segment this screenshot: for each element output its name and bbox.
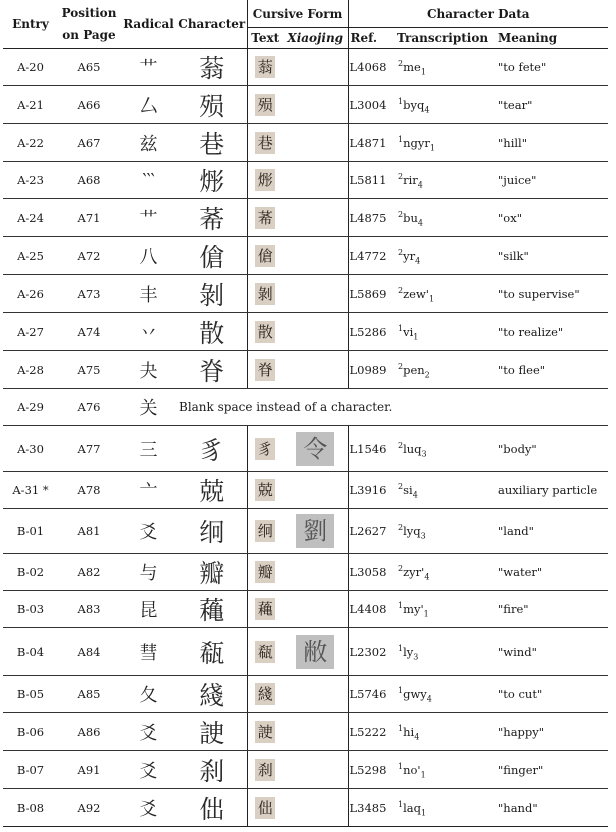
radical-cell: 爻 (120, 509, 177, 554)
meaning-cell: "to realize" (497, 313, 608, 351)
position-cell: A77 (58, 426, 120, 472)
character-cell: 瓻 (177, 628, 247, 676)
transcription-cell (395, 676, 497, 713)
transcription-tone: 1 (420, 769, 426, 779)
transcription-cell (395, 237, 497, 275)
xiaojing-cell (283, 591, 348, 628)
position-cell: A65 (58, 49, 120, 86)
xiaojing-cell (283, 509, 348, 554)
radical-cell: 丰 (120, 275, 177, 313)
character-cell: 瓣 (177, 554, 247, 591)
table-row (3, 389, 608, 426)
transcription-prefix: 1 (398, 761, 404, 771)
transcription-cell (395, 591, 497, 628)
cursive-text-image: 兢 (255, 479, 275, 501)
text-cursive-cell (247, 162, 283, 199)
text-cursive-cell (247, 237, 283, 275)
transcription-cell (395, 509, 497, 554)
transcription-prefix: 2 (398, 523, 404, 533)
transcription-cell (395, 275, 497, 313)
entry-cell: B-04 (3, 628, 58, 676)
transcription-tone: 4 (424, 104, 430, 114)
cursive-text-image: 瓻 (255, 641, 275, 663)
transcription-base: lyq (403, 524, 421, 538)
position-cell: A82 (58, 554, 120, 591)
ref-cell: L4875 (348, 199, 395, 237)
meaning-cell: "tear" (497, 86, 608, 124)
text-cursive-cell (247, 751, 283, 789)
entry-cell: B-05 (3, 676, 58, 713)
transcription-cell (395, 628, 497, 676)
text-cursive-cell (247, 275, 283, 313)
xiaojing-cell (283, 676, 348, 713)
table-row (3, 472, 608, 509)
xiaojing-cell (283, 351, 348, 389)
transcription-prefix: 2 (398, 564, 404, 574)
transcription-prefix: 2 (398, 59, 404, 69)
table-row (3, 86, 608, 124)
ref-cell: L4068 (348, 49, 395, 86)
table-row (3, 751, 608, 789)
transcription-base: gwy (403, 687, 427, 701)
meaning-cell: "hand" (497, 789, 608, 827)
transcription-cell (395, 86, 497, 124)
xiaojing-cell (283, 628, 348, 676)
entry-cell: A-30 (3, 426, 58, 472)
transcription-cell (395, 199, 497, 237)
entry-cell: B-07 (3, 751, 58, 789)
entry-cell: B-06 (3, 713, 58, 751)
xiaojing-image: 劉 (296, 514, 334, 548)
transcription-tone: 3 (413, 651, 419, 661)
ref-cell: L1546 (348, 426, 395, 472)
meaning-cell: "finger" (497, 751, 608, 789)
character-cell: 綫 (177, 676, 247, 713)
meaning-cell: "water" (497, 554, 608, 591)
ref-cell: L4408 (348, 591, 395, 628)
entry-cell: B-01 (3, 509, 58, 554)
position-cell: A84 (58, 628, 120, 676)
entry-cell: A-25 (3, 237, 58, 275)
position-cell: A85 (58, 676, 120, 713)
transcription-tone: 2 (424, 369, 430, 379)
transcription-cell (395, 472, 497, 509)
transcription-tone: 1 (420, 67, 426, 77)
character-table (3, 0, 608, 827)
ref-cell: L5298 (348, 751, 395, 789)
cursive-text-image: 瓣 (255, 561, 275, 583)
xiaojing-cell (283, 751, 348, 789)
radical-cell: 八 (120, 237, 177, 275)
transcription-tone: 1 (429, 142, 435, 152)
cursive-text-image: 䛕 (255, 721, 275, 743)
header-text: Text (247, 28, 283, 49)
position-cell: A75 (58, 351, 120, 389)
character-cell: 刹 (177, 751, 247, 789)
xiaojing-image: 敝 (296, 635, 334, 669)
text-cursive-cell (247, 86, 283, 124)
transcription-base: luq (403, 441, 422, 456)
cursive-text-image: 綫 (255, 683, 275, 705)
transcription-prefix: 2 (398, 209, 404, 219)
transcription-prefix: 1 (398, 323, 404, 333)
table-row (3, 676, 608, 713)
position-cell: A73 (58, 275, 120, 313)
meaning-cell: "to supervise" (497, 275, 608, 313)
table-row (3, 554, 608, 591)
character-cell: 殒 (177, 86, 247, 124)
table-row (3, 162, 608, 199)
entry-cell: A-21 (3, 86, 58, 124)
radical-cell: 夂 (120, 676, 177, 713)
ref-cell: L3916 (348, 472, 395, 509)
transcription-base: me (403, 60, 421, 74)
radical-cell: 厶 (120, 86, 177, 124)
xiaojing-cell (283, 426, 348, 472)
meaning-cell: "fire" (497, 591, 608, 628)
radical-cell: 爻 (120, 751, 177, 789)
radical-cell: 与 (120, 554, 177, 591)
xiaojing-cell (283, 237, 348, 275)
table-row (3, 313, 608, 351)
meaning-cell: "silk" (497, 237, 608, 275)
table-row (3, 426, 608, 472)
transcription-tone: 1 (428, 293, 435, 303)
text-cursive-cell (247, 676, 283, 713)
entry-cell: A-29 (3, 389, 58, 426)
transcription-tone: 1 (423, 609, 429, 619)
transcription-prefix: 2 (398, 247, 404, 257)
xiaojing-cell (283, 713, 348, 751)
transcription-cell (395, 313, 497, 351)
character-cell: 䌹 (177, 509, 247, 554)
meaning-cell: "happy" (497, 713, 608, 751)
radical-cell: ‵‵‵ (120, 162, 177, 199)
text-cursive-cell (247, 351, 283, 389)
text-cursive-cell (247, 591, 283, 628)
table-row (3, 49, 608, 86)
position-cell: A91 (58, 751, 120, 789)
transcription-base: zew' (403, 286, 429, 301)
entry-cell: A-20 (3, 49, 58, 86)
ref-cell: L3058 (348, 554, 395, 591)
character-cell: 㑁 (177, 789, 247, 827)
character-cell: 豸 (177, 426, 247, 472)
position-cell: A71 (58, 199, 120, 237)
transcription-prefix: 1 (398, 601, 404, 611)
character-cell: 䛕 (177, 713, 247, 751)
radical-cell: 兹 (120, 124, 177, 162)
transcription-cell (395, 124, 497, 162)
transcription-tone: 1 (413, 331, 419, 341)
character-cell: 烿 (177, 162, 247, 199)
character-cell: 脊 (177, 351, 247, 389)
transcription-prefix: 1 (398, 96, 404, 106)
position-cell: A76 (58, 389, 120, 426)
transcription-base: no' (403, 762, 421, 777)
header-position: Position on Page (58, 0, 120, 49)
ref-cell: L5746 (348, 676, 395, 713)
transcription-cell (395, 351, 497, 389)
blank-note: Blank space instead of a character. (177, 389, 608, 426)
position-cell: A74 (58, 313, 120, 351)
position-cell: A68 (58, 162, 120, 199)
transcription-tone: 4 (414, 731, 420, 741)
entry-cell: B-03 (3, 591, 58, 628)
radical-cell: 丷 (120, 313, 177, 351)
radical-cell: 昆 (120, 591, 177, 628)
entry-cell: B-08 (3, 789, 58, 827)
position-cell: A92 (58, 789, 120, 827)
xiaojing-cell (283, 49, 348, 86)
ref-cell: L3004 (348, 86, 395, 124)
transcription-cell (395, 162, 497, 199)
ref-cell: L4772 (348, 237, 395, 275)
transcription-prefix: 2 (398, 361, 404, 371)
header-character-data: Character Data (348, 0, 608, 28)
meaning-cell: "body" (497, 426, 608, 472)
entry-cell: A-28 (3, 351, 58, 389)
header-entry: Entry (3, 0, 58, 49)
transcription-tone: 4 (415, 255, 421, 265)
ref-cell: L2627 (348, 509, 395, 554)
transcription-base: hi (403, 724, 415, 739)
cursive-text-image: 蓊 (255, 56, 275, 78)
transcription-tone: 4 (417, 217, 423, 227)
xiaojing-cell (283, 199, 348, 237)
transcription-tone: 4 (424, 572, 430, 582)
text-cursive-cell (247, 199, 283, 237)
position-cell: A86 (58, 713, 120, 751)
transcription-base: vi (403, 324, 414, 339)
transcription-prefix: 2 (398, 172, 404, 182)
character-cell: 剝 (177, 275, 247, 313)
table-body (3, 49, 608, 827)
ref-cell: L5286 (348, 313, 395, 351)
radical-cell: 亠 (120, 472, 177, 509)
entry-cell: A-31 * (3, 472, 58, 509)
text-cursive-cell (247, 789, 283, 827)
radical-cell: 彗 (120, 628, 177, 676)
cursive-text-image: 傖 (255, 245, 275, 267)
radical-cell: 夬 (120, 351, 177, 389)
ref-cell: L2302 (348, 628, 395, 676)
text-cursive-cell (247, 713, 283, 751)
cursive-text-image: 䌹 (255, 520, 275, 542)
cursive-text-image: 蘒 (255, 598, 275, 620)
transcription-prefix: 1 (398, 134, 404, 144)
character-cell: 莃 (177, 199, 247, 237)
text-cursive-cell (247, 472, 283, 509)
header-ref: Ref. (348, 28, 395, 49)
meaning-cell: "ox" (497, 199, 608, 237)
table-row (3, 713, 608, 751)
header-meaning: Meaning (497, 28, 608, 49)
xiaojing-cell (283, 275, 348, 313)
transcription-cell (395, 426, 497, 472)
ref-cell: L0989 (348, 351, 395, 389)
cursive-text-image: 殒 (255, 94, 275, 116)
entry-cell: A-22 (3, 124, 58, 162)
xiaojing-cell (283, 789, 348, 827)
cursive-text-image: 散 (255, 321, 275, 343)
table-row (3, 351, 608, 389)
transcription-base: byq (403, 97, 425, 112)
cursive-text-image: 脊 (255, 359, 275, 381)
table-row (3, 509, 608, 554)
transcription-base: laq (403, 800, 421, 815)
radical-cell: 艹 (120, 49, 177, 86)
xiaojing-cell (283, 124, 348, 162)
header-row-top (3, 0, 608, 28)
character-cell: 散 (177, 313, 247, 351)
transcription-base: my' (403, 602, 424, 616)
transcription-tone: 4 (417, 180, 423, 190)
ref-cell: L4871 (348, 124, 395, 162)
meaning-cell: "juice" (497, 162, 608, 199)
position-cell: A67 (58, 124, 120, 162)
position-cell: A78 (58, 472, 120, 509)
transcription-prefix: 2 (398, 285, 404, 295)
text-cursive-cell (247, 426, 283, 472)
table-row (3, 237, 608, 275)
meaning-cell: "hill" (497, 124, 608, 162)
transcription-prefix: 1 (398, 643, 404, 653)
meaning-cell: "land" (497, 509, 608, 554)
xiaojing-cell (283, 162, 348, 199)
radical-cell: 艹 (120, 199, 177, 237)
table-row (3, 275, 608, 313)
radical-cell: 爻 (120, 713, 177, 751)
character-cell: 巷 (177, 124, 247, 162)
radical-cell: 关 (120, 389, 177, 426)
transcription-prefix: 1 (398, 686, 404, 696)
position-cell: A81 (58, 509, 120, 554)
transcription-prefix: 1 (398, 723, 404, 733)
transcription-prefix: 2 (398, 482, 404, 492)
text-cursive-cell (247, 49, 283, 86)
meaning-cell: "to cut" (497, 676, 608, 713)
cursive-text-image: 莃 (255, 207, 275, 229)
transcription-base: bu (403, 210, 418, 225)
transcription-tone: 4 (412, 490, 418, 500)
xiaojing-cell (283, 554, 348, 591)
transcription-cell (395, 554, 497, 591)
meaning-cell: "wind" (497, 628, 608, 676)
cursive-text-image: 剝 (255, 283, 275, 305)
cursive-text-image: 豸 (255, 438, 275, 460)
entry-cell: A-27 (3, 313, 58, 351)
position-cell: A66 (58, 86, 120, 124)
table-row (3, 124, 608, 162)
text-cursive-cell (247, 554, 283, 591)
header-character: Character (177, 0, 247, 49)
transcription-base: yr (403, 248, 416, 263)
header-transcription: Transcription (395, 28, 497, 49)
ref-cell: L5222 (348, 713, 395, 751)
cursive-text-image: 巷 (255, 132, 275, 154)
ref-cell: L5811 (348, 162, 395, 199)
header-cursive-form: Cursive Form (247, 0, 348, 28)
text-cursive-cell (247, 628, 283, 676)
header-xiaojing: Xiaojing (283, 28, 348, 49)
xiaojing-image: 令 (296, 432, 334, 466)
radical-cell: 爻 (120, 789, 177, 827)
entry-cell: A-24 (3, 199, 58, 237)
table-row (3, 789, 608, 827)
transcription-cell (395, 713, 497, 751)
transcription-base: ngyr (403, 135, 430, 150)
transcription-prefix: 2 (398, 440, 404, 450)
transcription-cell (395, 49, 497, 86)
character-cell: 蘒 (177, 591, 247, 628)
meaning-cell: auxiliary particle (497, 472, 608, 509)
ref-cell: L5869 (348, 275, 395, 313)
text-cursive-cell (247, 124, 283, 162)
header-radical: Radical (120, 0, 177, 49)
xiaojing-cell (283, 86, 348, 124)
transcription-cell (395, 751, 497, 789)
transcription-tone: 4 (426, 694, 432, 704)
transcription-tone: 3 (421, 448, 427, 458)
character-cell: 蓊 (177, 49, 247, 86)
xiaojing-cell (283, 472, 348, 509)
entry-cell: B-02 (3, 554, 58, 591)
transcription-base: zyr' (403, 565, 425, 579)
table-row (3, 591, 608, 628)
character-cell: 傖 (177, 237, 247, 275)
transcription-tone: 3 (420, 531, 426, 541)
text-cursive-cell (247, 313, 283, 351)
table-row (3, 199, 608, 237)
meaning-cell: "to fete" (497, 49, 608, 86)
entry-cell: A-26 (3, 275, 58, 313)
transcription-base: si (403, 483, 413, 497)
table-row (3, 628, 608, 676)
character-cell: 兢 (177, 472, 247, 509)
radical-cell: 三 (120, 426, 177, 472)
position-cell: A72 (58, 237, 120, 275)
cursive-text-image: 㑁 (255, 797, 275, 819)
meaning-cell: "to flee" (497, 351, 608, 389)
transcription-base: ly (403, 644, 414, 659)
transcription-tone: 1 (421, 807, 427, 817)
transcription-base: rir (403, 173, 418, 187)
entry-cell: A-23 (3, 162, 58, 199)
cursive-text-image: 刹 (255, 759, 275, 781)
text-cursive-cell (247, 509, 283, 554)
xiaojing-cell (283, 313, 348, 351)
transcription-base: pen (403, 362, 425, 377)
transcription-cell (395, 789, 497, 827)
ref-cell: L3485 (348, 789, 395, 827)
transcription-prefix: 1 (398, 799, 404, 809)
position-cell: A83 (58, 591, 120, 628)
cursive-text-image: 烿 (255, 169, 275, 191)
